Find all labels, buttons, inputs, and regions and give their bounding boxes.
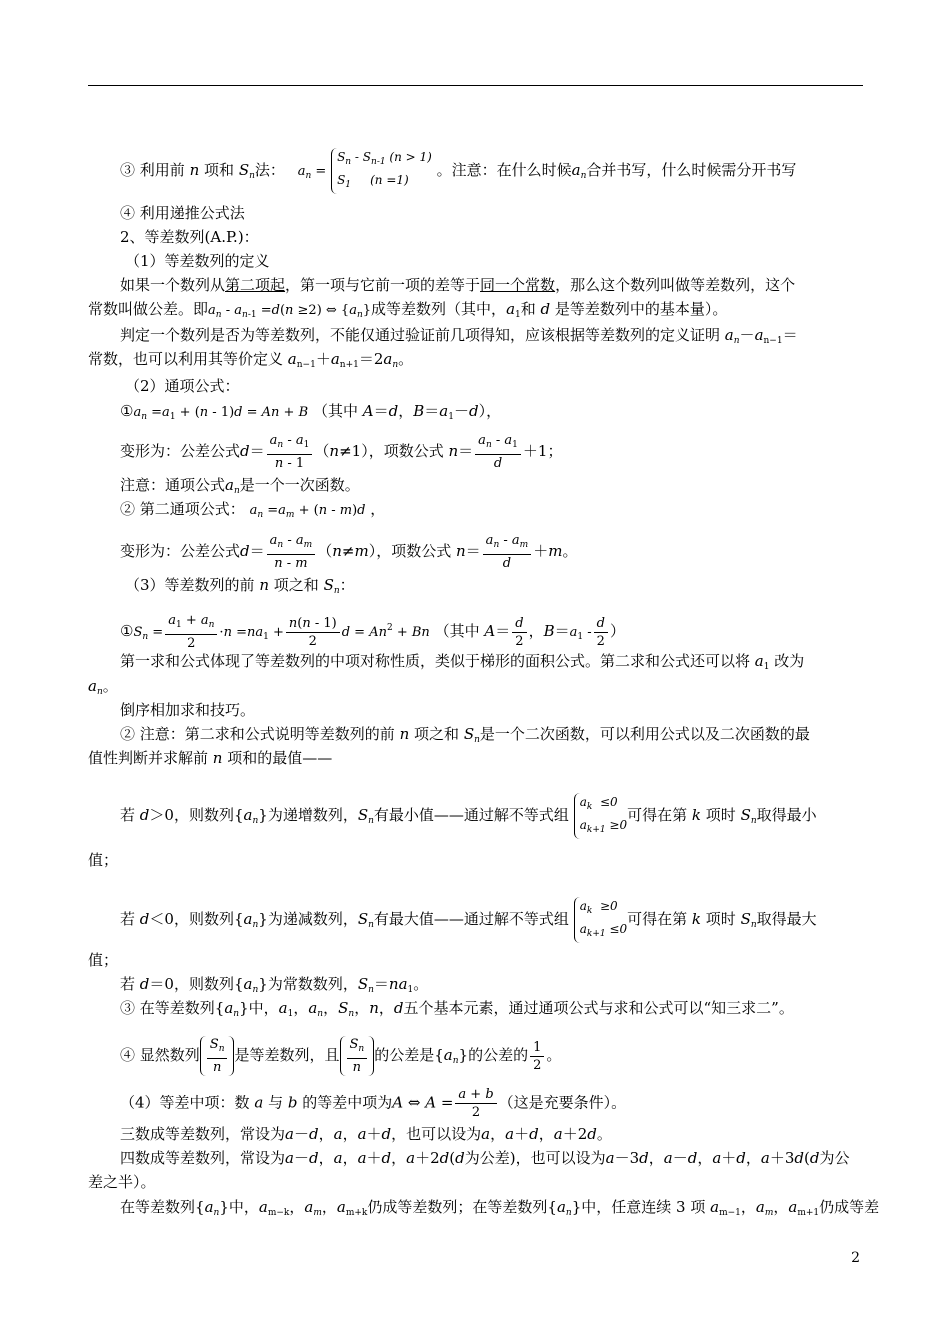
sub1-heading: （1）等差数列的定义 — [125, 252, 270, 270]
judge-line1: 判定一个数列是否为等差数列，不能仅通过验证前几项得知，应该根据等差数列的定义证明 $a_n-a_{n-1}=$ — [120, 326, 798, 346]
reverse-line: 倒序相加求和技巧。 — [120, 701, 256, 719]
method3-line: ③ 利用前 n 项和 $S_n$法： $a_n$ = $S_n - S_{n-1}$ (n > 1) $S_1$ (n =1) 。注意：在什么时候$a_n$合并书写，什么时候需分开书写 — [120, 148, 796, 194]
header-rule — [88, 85, 863, 86]
page-number: 2 — [851, 1250, 860, 1266]
formula1-line: $①a_n =a_1 + (n - 1)d = An + B$ （其中 A＝d，$B=a_1-d$）， — [120, 402, 502, 422]
last-line: 在等差数列$\{a_n\}$中，$a_{m-k}$，$a_m$，$a_{m+k}$仍成等差数列；在等差数列$\{a_n\}$中，任意连续 3 项 $a_{m-1}$，$a_m$，$a_{m+1}$仍成等差 — [120, 1198, 880, 1218]
method4-line: ④ 利用递推公式法 — [120, 204, 245, 222]
constant-line: 若 d＝0，则数列$\{a_n\}$为常数数列，$S_n=na_1$。 — [120, 975, 429, 995]
note2-line1: ② 注意：第二求和公式说明等差数列的前 n 项之和 $S_n$是一个二次函数，可以利用公式以及二次函数的最 — [120, 725, 810, 745]
definition-line2: 常数叫做公差。即$a_n - a_{n-1} =d(n \ge 2)$ ⇔ $\{a_n\}$成等差数列（其中，$a_1$和 d 是等差数列中的基本量）。 — [88, 300, 728, 320]
sum-formula-line: $①S_n$ = $\frac{a_1 + a_n}{2}$ $\cdot n =na_1$ + $\frac{n(n - 1)}{2}$ $d = An^2 + Bn$ （其中 A＝ $\frac{d}{2}$ ，$B=a_1$ - $\frac{d}{2}$ ） — [120, 613, 625, 651]
sub3-heading: （3）等差数列的前 n 项之和 $S_n$： — [125, 576, 355, 596]
four-numbers-line1: 四数成等差数列，常设为a－d，a，a＋d，a＋2d(d为公差)，也可以设为a－3d，a－d，a＋d，a＋3d(d为公 — [120, 1149, 850, 1167]
section2-heading: 2、等差数列(A.P.)： — [120, 228, 259, 246]
sum-comment-line1: 第一求和公式体现了等差数列的中项对称性质，类似于梯形的面积公式。第二求和公式还可以将 $a_1$ 改为 — [120, 652, 805, 672]
piecewise-brace: $S_n - S_{n-1}$ (n > 1) $S_1$ (n =1) — [331, 148, 432, 194]
judge-line2: 常数，也可以利用其等价定义 $a_{n-1}+a_{n+1}=2a_n$。 — [88, 350, 414, 370]
definition-line1: 如果一个数列从第二项起，第一项与它前一项的差等于同一个常数，那么这个数列叫做等差数列，这个 — [120, 276, 796, 294]
note-linear-line: 注意：通项公式$a_n$是一个一次函数。 — [120, 476, 360, 496]
note2-line2: 值性判断并求解前 n 项和的最值—— — [88, 749, 333, 767]
sum-comment-line2: $a_n$。 — [88, 677, 118, 697]
sub2-heading: （2）通项公式： — [125, 377, 240, 395]
point3-line: ③ 在等差数列$\{a_n\}$中，$a_1$，$a_n$，$S_n$，n，d五个基本元素，通过通项公式与求和公式可以“知三求二”。 — [120, 999, 794, 1019]
middle-term-line: （4）等差中项：数 a 与 b 的等差中项为A ⇔ A = $\frac{a + b}{2}$ （这是充要条件）。 — [120, 1087, 627, 1120]
deform2-line: 变形为：公差公式d＝ $\frac{a_n - a_m}{n - m}$ （n≠m），项数公式 n＝ $\frac{a_n - a_m}{d}$ ＋m。 — [120, 533, 578, 571]
four-numbers-line2: 差之半）。 — [88, 1173, 156, 1191]
three-numbers-line: 三数成等差数列，常设为a－d，a，a＋d，也可以设为a，a＋d，a＋2d。 — [120, 1125, 612, 1143]
deform1-line: 变形为：公差公式d＝ $\frac{a_n - a_1}{n - 1}$ （n≠1），项数公式 n＝ $\frac{a_n - a_1}{d}$ ＋1； — [120, 433, 563, 471]
point4-line: ④ 显然数列 $\frac{S_n}{n}$ 是等差数列，且 $\frac{S_n}{n}$ 的公差是$\{a_n\}$的公差的 $\frac{1}{2}$ 。 — [120, 1037, 562, 1075]
inequality-brace: $a_k \le 0$ $a_{k+1} \ge 0$ — [574, 793, 627, 839]
value-line2: 值； — [88, 951, 119, 969]
value-line1: 值； — [88, 851, 119, 869]
decreasing-line: 若 d＜0，则数列$\{a_n\}$为递减数列，$S_n$有最大值——通过解不等式组 $a_k \ge 0$ $a_{k+1} \le 0$ 可得在第 k 项时 $S_n$取得最大 — [120, 897, 817, 943]
increasing-line: 若 d＞0，则数列$\{a_n\}$为递增数列，$S_n$有最小值——通过解不等式组 $a_k \le 0$ $a_{k+1} \ge 0$ 可得在第 k 项时 $S_n$取得最小 — [120, 793, 817, 839]
inequality-brace-2: $a_k \ge 0$ $a_{k+1} \le 0$ — [574, 897, 627, 943]
formula2-line: ② 第二通项公式： $a_n =a_m + (n - m)d$ ， — [120, 500, 386, 520]
